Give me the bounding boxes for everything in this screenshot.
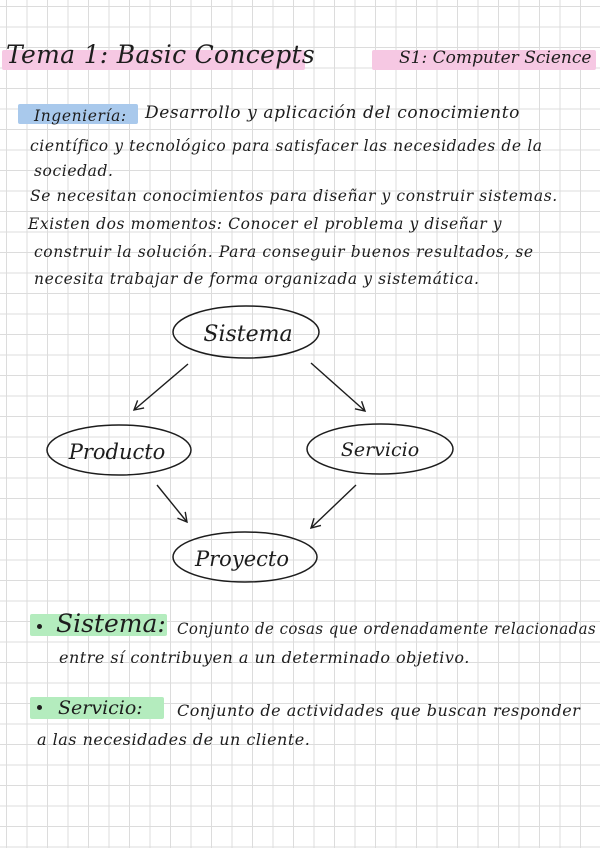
subject-label: S1: Computer Science: [399, 48, 592, 68]
sistema-definition-line-2: entre sí contribuyen a un determinado objetivo.: [59, 648, 470, 667]
proyecto-label: Proyecto: [195, 547, 289, 571]
intro-line-7: necesita trabajar de forma organizada y sistemática.: [34, 270, 480, 288]
intro-line-5: Existen dos momentos: Conocer el problema y diseñar y: [28, 215, 503, 233]
intro-line-1: Desarrollo y aplicación del conocimiento: [145, 103, 520, 123]
arrow-sistema-servicio: [311, 363, 365, 411]
bullet-dot: [37, 705, 42, 710]
arrow-sistema-producto: [134, 364, 188, 410]
sistema-definition-line-1: Conjunto de cosas que ordenadamente relacionadas: [177, 619, 597, 638]
servicio-definition-line-1: Conjunto de actividades que buscan responder: [177, 701, 581, 720]
producto-label: Producto: [68, 440, 166, 464]
sistema-term: Sistema:: [56, 609, 166, 638]
intro-line-3: sociedad.: [34, 162, 114, 180]
page-title: Tema 1: Basic Concepts: [6, 40, 315, 69]
arrow-producto-proyecto: [157, 485, 187, 522]
sistema-label: Sistema: [203, 322, 293, 347]
arrow-servicio-proyecto: [311, 485, 356, 528]
bullet-dot: [37, 624, 42, 629]
intro-line-6: construir la solución. Para conseguir buenos resultados, se: [34, 243, 534, 261]
intro-line-2: científico y tecnológico para satisfacer las necesidades de la: [30, 137, 543, 155]
intro-line-4: Se necesitan conocimientos para diseñar y construir sistemas.: [30, 187, 558, 205]
servicio-term: Servicio:: [58, 697, 143, 719]
ingenieria-term: Ingeniería:: [34, 107, 127, 125]
servicio-definition-line-2: a las necesidades de un cliente.: [37, 730, 311, 749]
servicio-label: Servicio: [340, 439, 420, 461]
